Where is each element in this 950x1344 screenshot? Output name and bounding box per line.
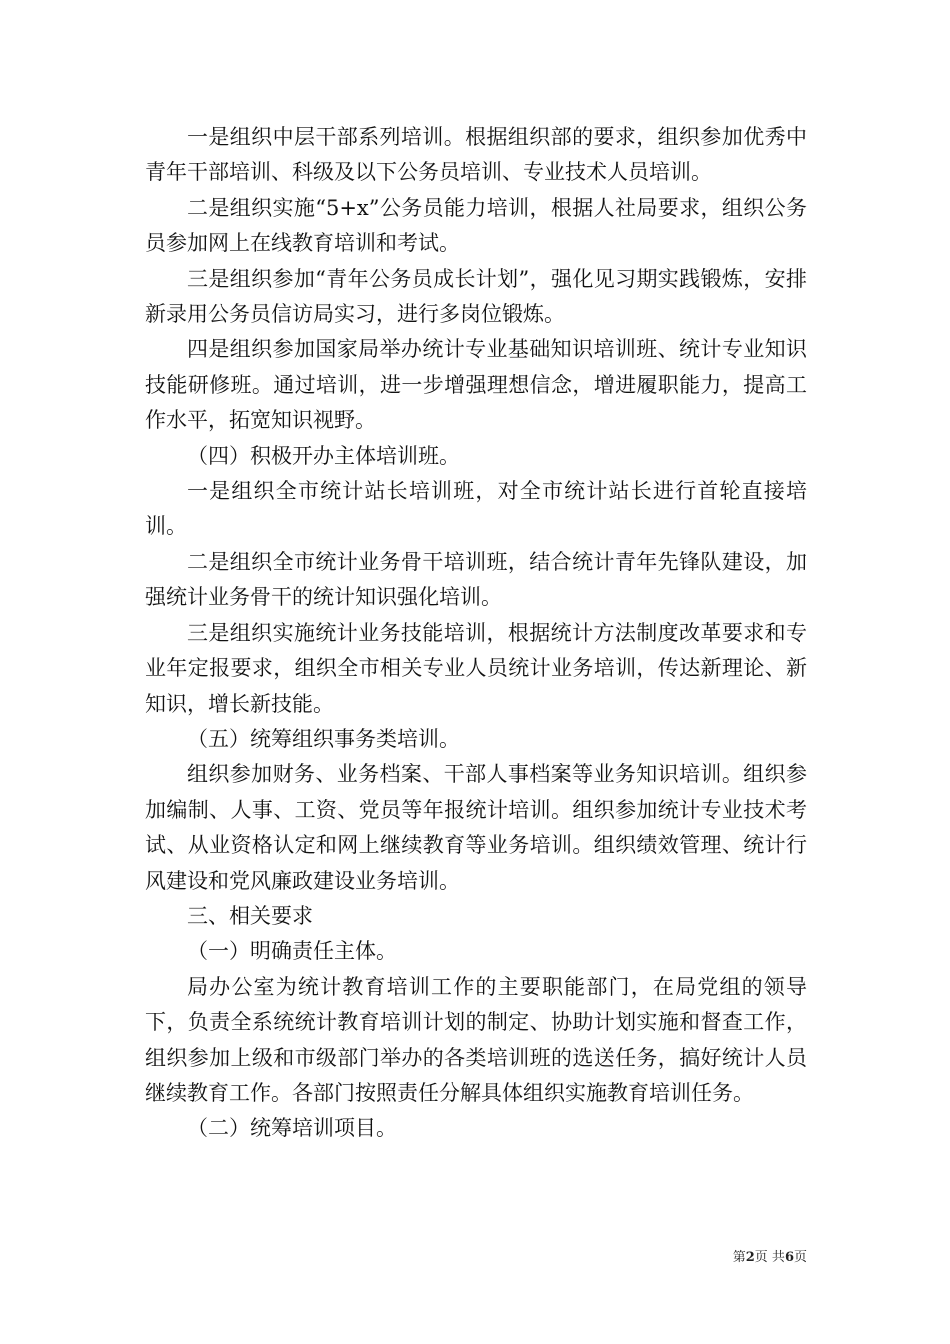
total-page-number: 6 bbox=[784, 1250, 794, 1265]
paragraph: 一是组织全市统计站长培训班，对全市统计站长进行首轮直接培训。 bbox=[145, 479, 807, 539]
paragraph: 四是组织参加国家局举办统计专业基础知识培训班、统计专业知识技能研修班。通过培训，进一步增强理想信念，增进履职能力，提高工作水平，拓宽知识视野。 bbox=[145, 337, 807, 433]
paragraph: 三是组织实施统计业务技能培训，根据统计方法制度改革要求和专业年定报要求，组织全市相关专业人员统计业务培训，传达新理论、新知识，增长新技能。 bbox=[145, 620, 807, 716]
paragraph: 二是组织全市统计业务骨干培训班，结合统计青年先锋队建设，加强统计业务骨干的统计知识强化培训。 bbox=[145, 549, 807, 610]
paragraph: 三是组织参加“青年公务员成长计划”，强化见习期实践锻炼，安排新录用公务员信访局实习，进行多岗位锻炼。 bbox=[145, 266, 807, 327]
paragraph: 二是组织实施“5+x”公务员能力培训，根据人社局要求，组织公务员参加网上在线教育培训和考试。 bbox=[145, 195, 807, 256]
footer-middle: 页 共 bbox=[754, 1250, 785, 1265]
document-body bbox=[145, 120, 807, 1147]
section-heading: （一）明确责任主体。 bbox=[187, 939, 397, 964]
section-heading: （四）积极开办主体培训班。 bbox=[187, 443, 460, 468]
footer-prefix: 第 bbox=[732, 1250, 746, 1265]
footer-suffix: 页 bbox=[793, 1250, 807, 1265]
paragraph: 组织参加财务、业务档案、干部人事档案等业务知识培训。组织参加编制、人事、工资、党员等年报统计培训。组织参加统计专业技术考试、从业资格认定和网上继续教育等业务培训。组织绩效管理、统计行风建设和党风廉政建设业务培训。 bbox=[145, 762, 807, 893]
paragraph: 局办公室为统计教育培训工作的主要职能部门，在局党组的领导下，负责全系统统计教育培训计划的制定、协助计划实施和督查工作，组织参加上级和市级部门举办的各类培训班的选送任务，搞好统计人员继续教育工作。各部门按照责任分解具体组织实施教育培训任务。 bbox=[145, 974, 807, 1105]
section-heading: （二）统筹培训项目。 bbox=[187, 1116, 397, 1141]
chapter-heading: 三、相关要求 bbox=[187, 903, 313, 928]
page-number-footer bbox=[690, 1246, 807, 1265]
paragraph: 一是组织中层干部系列培训。根据组织部的要求，组织参加优秀中青年干部培训、科级及以下公务员培训、专业技术人员培训。 bbox=[145, 125, 807, 185]
section-heading: （五）统筹组织事务类培训。 bbox=[187, 726, 460, 751]
current-page-number: 2 bbox=[745, 1250, 755, 1265]
